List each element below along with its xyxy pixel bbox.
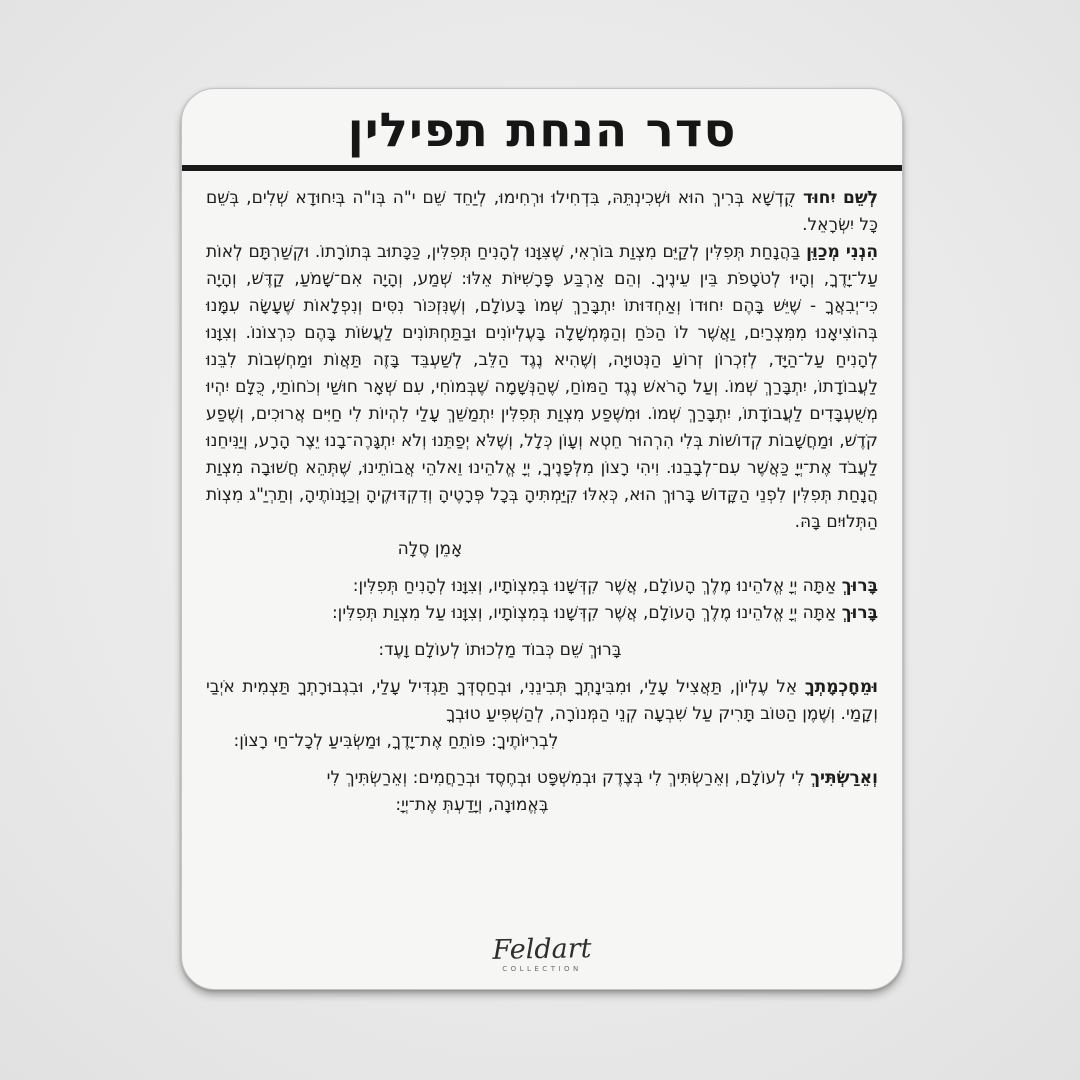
paragraph-lead-word: בָּרוּךְ (841, 576, 878, 597)
prayer-paragraph (206, 573, 878, 600)
prayer-paragraph (206, 185, 878, 239)
paragraph-lead-word: וּמֵחָכְמָתְךָ (804, 677, 878, 698)
paragraph-text: אֵל עֶלְיוֹן, תַּאֲצִיל עָלַי, וּמִבִּינָתְךָ תְּבִינֵנִי, וּבְחַסְדְּךָ תַּגְדִּיל עָלַי, וּבִגְבוּרָתְךָ תַּצְמִית אֹיְבַי וְקָמַי. וְשֶׁמֶן הַטּוֹב תָּרִיק עַל שִׁבְעָה קְנֵי הַמְּנוֹרָה, לְהַשְׁפִּיעַ טוּבְךָ (206, 677, 878, 725)
prayer-centered-line (136, 792, 808, 819)
prayer-paragraph (206, 600, 878, 627)
prayer-text (182, 171, 902, 819)
paragraph-lead-word: בָּרוּךְ (841, 603, 878, 624)
prayer-centered-line (94, 536, 766, 563)
centered-line-text: אָמֵן סֶלָה (397, 539, 463, 560)
prayer-centered-line (60, 728, 732, 755)
feldart-logo (182, 922, 902, 989)
paragraph-lead-word: הִנְנִי מְכַוֵּן (806, 242, 879, 263)
prayer-paragraph (206, 674, 878, 728)
paragraph-text: אַתָּה יְיָ אֱלֹהֵינוּ מֶלֶךְ הָעוֹלָם, אֲשֶׁר קִדְּשָׁנוּ בְּמִצְוֹתָיו, וְצִוָּנוּ לְהָנִיחַ תְּפִלִּין: (352, 576, 837, 597)
prayer-centered-line (164, 637, 836, 664)
logo-name: Feldart (492, 933, 592, 966)
paragraph-lead-word: לְשֵׁם יִחוּד (802, 188, 879, 209)
prayer-paragraph (206, 239, 878, 536)
prayer-card (181, 88, 903, 990)
paragraph-text: לִי לְעוֹלָם, וְאֵרַשְׂתִּיךְ לִי בְּצֶדֶק וּבְמִשְׁפָּט וּבְחֶסֶד וּבְרַחֲמִים: וְאֵרַשְׂתִּיךְ לִי (326, 768, 805, 789)
centered-line-text: בֶּאֱמוּנָה, וְיָדַעְתְּ אֶת־יְיָ: (395, 795, 549, 816)
card-title: סדר הנחת תפילין (347, 103, 737, 158)
centered-line-text: לִבְרִיּוֹתֶיךָ: פּוֹתֵחַ אֶת־יָדֶךָ, וּמַשְׂבִּיעַ לְכָל־חַי רָצוֹן: (233, 731, 559, 752)
paragraph-text: אַתָּה יְיָ אֱלֹהֵינוּ מֶלֶךְ הָעוֹלָם, אֲשֶׁר קִדְּשָׁנוּ בְּמִצְוֹתָיו, וְצִוָּנוּ עַל מִצְוַת תְּפִלִּין: (331, 603, 837, 624)
paragraph-text: קֻדְשָׁא בְּרִיךְ הוּא וּשְׁכִינְתֵּהּ, בִּדְחִילוּ וּרְחִימוּ, לְיַחֵד שֵׁם י"ה בְּו"ה בְּיִחוּדָא שְׁלִים, בְּשֵׁם כָּל יִשְׂרָאֵל. (206, 188, 878, 236)
paragraph-text: בַּהֲנָחַת תְּפִלִּין לְקַיֵּם מִצְוַת בּוֹרְאִי, שֶׁצִּוָּנוּ לְהָנִיחַ תְּפִלִּין, כַּכָּתוּב בְּתוֹרָתוֹ. וּקְשַׁרְתָּם לְאוֹת עַל־יָדֶךָ, וְהָיוּ לְטֹטָפֹת בֵּין עֵינֶיךָ. וְהֵם אַרְבַּע פָּרָשִׁיּוֹת אֵלּוּ: שְׁמַע, וְהָיָה אִם־שָׁמֹעַ, קַדֶּשׁ, וְהָיָה כִּי־יְבִאֲךָ - שֶׁיֵּשׁ בָּהֶם יִחוּדוֹ וְאַחְדּוּתוֹ יִתְבָּרַךְ שְׁמוֹ בָּעוֹלָם, וְשֶׁנִּזְכּוֹר נִסִּים וְנִפְלָאוֹת שֶׁעָשָׂה עִמָּנוּ בְּהוֹצִיאָנוּ מִמִּצְרַיִם, וַאֲשֶׁר לוֹ הַכֹּחַ וְהַמֶּמְשָׁלָה בָּעֶלְיוֹנִים וּבַתַּחְתּוֹנִים לַעֲשׂוֹת בָּהֶם כִּרְצוֹנוֹ. וְצִוָּנוּ לְהָנִיחַ עַל־הַיָּד, לְזִכְרוֹן זְרוֹעַ הַנְּטוּיָה, וְשֶׁהִיא נֶגֶד הַלֵּב, לְשַׁעְבֵּד בָּזֶה תַּאֲוֹת וּמַחְשְׁבוֹת לִבֵּנוּ לַעֲבוֹדָתוֹ, יִתְבָּרַךְ שְׁמוֹ. וְעַל הָרֹאשׁ נֶגֶד הַמּוֹחַ, שֶׁהַנְּשָׁמָה שֶׁבְּמוֹחִי, עִם שְׁאָר חוּשַׁי וְכֹחוֹתַי, כֻּלָּם יִהְיוּ מְשֻׁעְבָּדִים לַעֲבוֹדָתוֹ, יִתְבָּרַךְ שְׁמוֹ. וּמִשֶּׁפַע מִצְוַת תְּפִלִּין יִתְמַשֵּׁךְ עָלַי לִהְיוֹת לִי חַיִּים אֲרוּכִים, וְשֶׁפַע קֹדֶשׁ, וּמַחֲשָׁבוֹת קְדוֹשׁוֹת בְּלִי הִרְהוּר חֵטְא וְעָוֹן כְּלָל, וְשֶׁלֹּא יְפַתֵּנוּ וְלֹא יִתְגָּרֶה־בָנוּ יֵצֶר הָרָע, וְיַנִּיחֵנוּ לַעֲבֹד אֶת־יְיָ כַּאֲשֶׁר עִם־לְבָבֵנוּ. וִיהִי רָצוֹן מִלְּפָנֶיךָ, יְיָ אֱלֹהֵינוּ וֵאלֹהֵי אֲבוֹתֵינוּ, שֶׁתְּהֵא חֲשׁוּבָה מִצְוַת הֲנָחַת תְּפִלִּין לִפְנֵי הַקָּדוֹשׁ בָּרוּךְ הוּא, כְּאִלּוּ קִיַּמְתִּיהָ בְּכָל פְּרָטֶיהָ וְדִקְדּוּקֶיהָ וְכַוָּנוֹתֶיהָ, וְתַרְיַ"ג מִצְוֹת הַתְּלוּיִם בָּהּ. (206, 242, 878, 533)
card-header (182, 89, 902, 165)
paragraph-lead-word: וְאֵרַשְׂתִּיךְ (810, 768, 878, 789)
centered-line-text: בָּרוּךְ שֵׁם כְּבוֹד מַלְכוּתוֹ לְעוֹלָם וָעֶד: (378, 640, 622, 661)
logo-collection-label: COLLECTION (502, 965, 582, 973)
prayer-paragraph (206, 765, 878, 792)
